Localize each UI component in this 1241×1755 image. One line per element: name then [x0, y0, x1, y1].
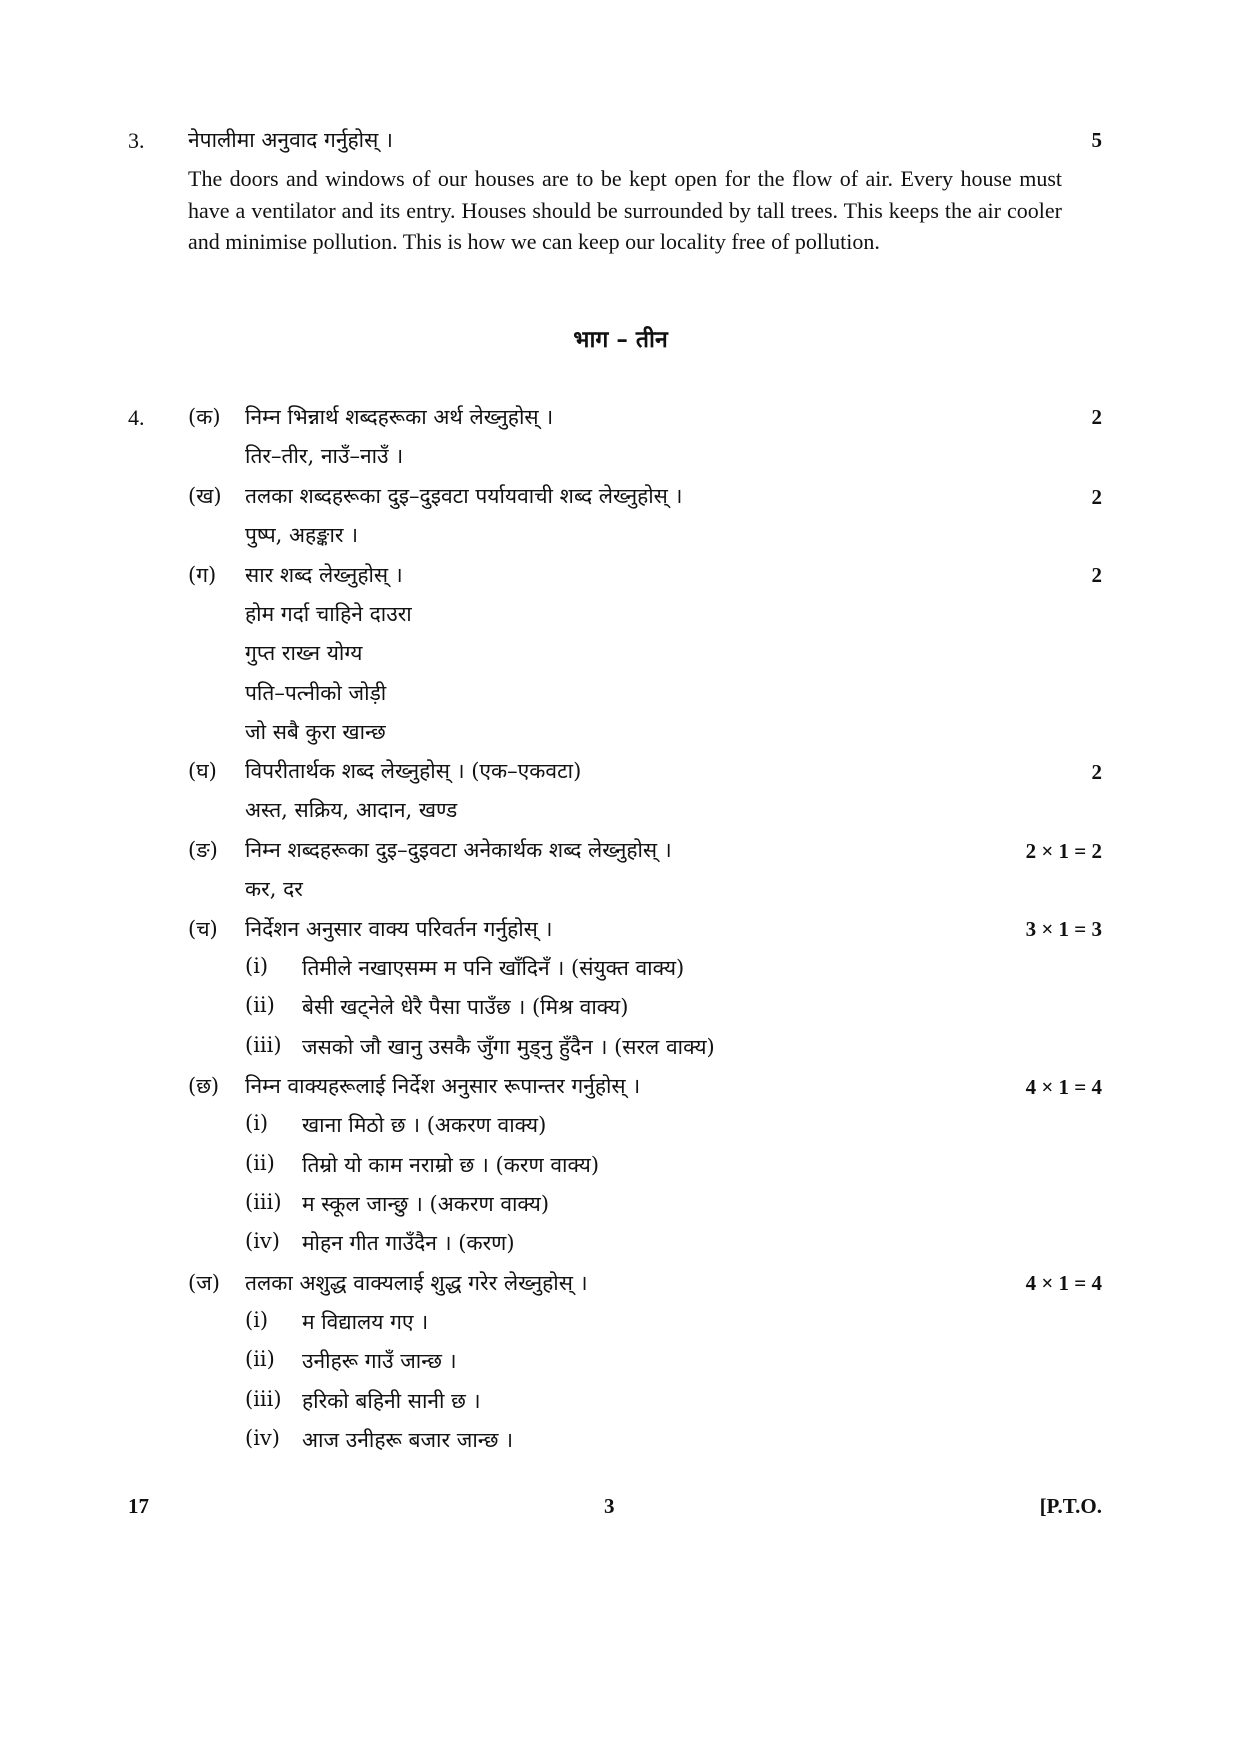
footer-code: 17: [128, 1494, 149, 1518]
footer-pto: [P.T.O.: [1039, 1494, 1102, 1518]
section-heading: भाग – तीन: [573, 326, 668, 353]
q3-number: 3.: [128, 128, 145, 153]
q4-ja-item: आज उनीहरू बजार जान्छ ।: [302, 1428, 514, 1452]
q4-number: 4.: [128, 405, 145, 430]
q4-cha-item: तिमीले नखाएसम्म म पनि खाँदिनँ । (संयुक्त वाक्य): [302, 956, 685, 980]
q4-ga-label: (ग): [188, 563, 217, 587]
q4-chha-roman: (iv): [245, 1229, 280, 1253]
q4-cha-instruction: निर्देशन अनुसार वाक्य परिवर्तन गर्नुहोस् ।: [245, 917, 553, 941]
q4-ja-item: हरिको बहिनी सानी छ ।: [302, 1389, 481, 1413]
q4-nga-instruction: निम्न शब्दहरूका दुइ–दुइवटा अनेकार्थक शब्द लेख्नुहोस् ।: [245, 838, 672, 862]
q4-chha-instruction: निम्न वाक्यहरूलाई निर्देश अनुसार रूपान्तर गर्नुहोस् ।: [245, 1074, 641, 1098]
q4-ka-instruction: निम्न भिन्नार्थ शब्दहरूका अर्थ लेख्नुहोस् ।: [245, 405, 554, 429]
q4-nga-marks: 2 × 1 = 2: [1025, 839, 1102, 863]
q4-ga-line: गुप्त राख्न योग्य: [245, 641, 363, 665]
q4-ja-item: उनीहरू गाउँ जान्छ ।: [302, 1349, 457, 1373]
q4-chha-item: म स्कूल जान्छु । (अकरण वाक्य): [302, 1192, 550, 1216]
q4-ja-roman: (i): [245, 1308, 269, 1332]
q4-ga-line: पति–पत्नीको जोड़ी: [245, 681, 387, 705]
q4-ja-label: (ज): [188, 1271, 220, 1295]
q3-marks: 5: [1091, 128, 1102, 152]
q4-ka-marks: 2: [1091, 405, 1102, 429]
q4-ja-roman: (iii): [245, 1387, 282, 1411]
q3-instruction: नेपालीमा अनुवाद गर्नुहोस् ।: [188, 128, 393, 152]
q3-passage: The doors and windows of our houses are to be kept open for the flow of air. Every house must have a ventilator and its entry. Houses should be surrounded by tall trees. This keeps the air cooler and minimise pollution. This is how we can keep our locality free of pollution.: [188, 166, 1062, 254]
q4-chha-roman: (iii): [245, 1190, 282, 1214]
q4-kha-marks: 2: [1091, 485, 1102, 509]
q4-chha-label: (छ): [188, 1074, 220, 1098]
q4-chha-item: खाना मिठो छ । (अकरण वाक्य): [302, 1113, 547, 1137]
q4-cha-item: बेसी खट्नेले धेरै पैसा पाउँछ । (मिश्र वाक्य): [302, 995, 629, 1019]
q4-kha-instruction: तलका शब्दहरूका दुइ–दुइवटा पर्यायवाची शब्द लेख्नुहोस् ।: [245, 484, 683, 508]
q4-ga-instruction: सार शब्द लेख्नुहोस् ।: [245, 563, 403, 587]
q4-nga-label: (ङ): [188, 838, 218, 862]
q4-cha-marks: 3 × 1 = 3: [1025, 917, 1102, 941]
q4-cha-roman: (i): [245, 954, 269, 978]
q4-ga-line: होम गर्दा चाहिने दाउरा: [245, 602, 412, 626]
q4-ja-roman: (iv): [245, 1426, 280, 1450]
q4-chha-roman: (i): [245, 1111, 269, 1135]
footer-page-number: 3: [604, 1494, 615, 1518]
q4-chha-marks: 4 × 1 = 4: [1025, 1075, 1102, 1099]
q4-chha-roman: (ii): [245, 1151, 275, 1175]
q4-cha-roman: (ii): [245, 993, 275, 1017]
q4-ga-line: जो सबै कुरा खान्छ: [245, 720, 386, 744]
q4-gha-instruction: विपरीतार्थक शब्द लेख्नुहोस् । (एक–एकवटा): [245, 759, 582, 783]
q4-kha-label: (ख): [188, 484, 222, 508]
q4-kha-content: पुष्प, अहङ्कार ।: [245, 523, 359, 547]
q4-ka-content: तिर–तीर, नाउँ–नाउँ ।: [245, 444, 404, 468]
q4-ja-instruction: तलका अशुद्ध वाक्यलाई शुद्ध गरेर लेख्नुहोस् ।: [245, 1271, 588, 1295]
q4-chha-item: मोहन गीत गाउँदैन । (करण): [302, 1231, 515, 1255]
q4-cha-item: जसको जौ खानु उसकै जुँगा मुड्नु हुँदैन । (सरल वाक्य): [302, 1035, 715, 1059]
q4-chha-item: तिम्रो यो काम नराम्रो छ । (करण वाक्य): [302, 1153, 600, 1177]
q4-ka-label: (क): [188, 405, 221, 429]
q4-nga-content: कर, दर: [245, 877, 303, 901]
q4-gha-content: अस्त, सक्रिय, आदान, खण्ड: [245, 798, 458, 822]
q4-cha-roman: (iii): [245, 1033, 282, 1057]
q4-ja-roman: (ii): [245, 1347, 275, 1371]
q4-ja-item: म विद्यालय गए ।: [302, 1310, 429, 1334]
q4-ja-marks: 4 × 1 = 4: [1025, 1271, 1102, 1295]
q4-cha-label: (च): [188, 917, 218, 941]
q4-ga-marks: 2: [1091, 563, 1102, 587]
q4-gha-label: (घ): [188, 759, 217, 783]
q4-gha-marks: 2: [1091, 760, 1102, 784]
